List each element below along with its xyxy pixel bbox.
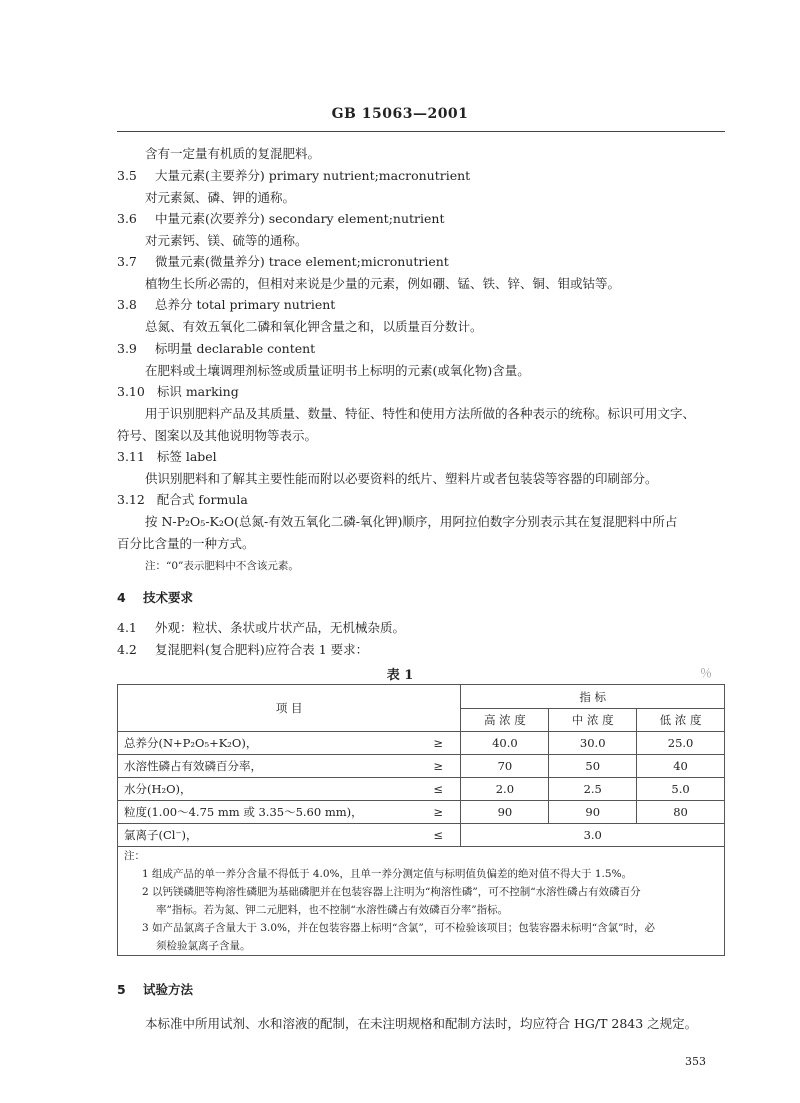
body-line: 对元素氮、磷、钾的通称。 [145,190,296,205]
standard-header: GB 15063—2001 [331,106,469,122]
row-high: 70 [461,755,549,778]
clause-number: 3.11 [117,449,145,464]
row-low: 5.0 [637,778,725,801]
row-high: 90 [461,801,549,824]
clause-number: 3.5 [117,168,137,183]
row-mid: 30.0 [549,732,637,755]
note-1: 1 组成产品的单一养分含量不得低于 4.0%，且单一养分测定值与标明值负偏差的绝对值不得大于 1.5%。 [142,868,633,880]
clause-3-12 [117,492,248,508]
table-row [118,801,725,824]
row-symbol: ≥ [416,755,461,778]
table-header-row [118,685,725,709]
clause-title: 标签 label [156,449,217,464]
table-notes [118,847,725,956]
section-4-heading [117,590,193,606]
table-row [118,732,725,755]
clause-text: 外观：粒状、条状或片状产品，无机械杂质。 [155,620,406,635]
clause-4-2 [117,642,368,658]
clause-3-5 [117,168,470,184]
body-line: 百分比含量的一种方式。 [117,536,255,551]
row-item: 氯离子(Cl⁻)， [118,824,416,847]
clause-title: 标识 marking [156,384,239,399]
header-mid: 中 浓 度 [549,709,637,732]
table-row [118,755,725,778]
clause-number: 4.1 [117,620,137,635]
row-mid: 2.5 [549,778,637,801]
row-symbol: ≤ [416,778,461,801]
row-merged-value: 3.0 [461,824,725,847]
clause-text: 复混肥料(复合肥料)应符合表 1 要求： [155,642,369,657]
table-row [118,824,725,847]
note-2-cont: 率”指标。若为氮、钾二元肥料，也不控制“水溶性磷占有效磷百分率”指标。 [156,904,509,916]
clause-title: 中量元素(次要养分) secondary element;nutrient [155,211,445,226]
spec-table [117,684,725,956]
row-symbol: ≤ [416,824,461,847]
row-item: 粒度(1.00～4.75 mm 或 3.35～5.60 mm)， [118,801,416,824]
note-3: 3 如产品氯离子含量大于 3.0%，并在包装容器上标明“含氯”，可不检验该项目；包装容器未标明“含氯”时，必 [142,922,656,934]
header-low: 低 浓 度 [637,709,725,732]
header-index: 指 标 [461,685,725,709]
clause-3-6 [117,211,444,227]
clause-title: 总养分 total primary nutrient [155,297,336,312]
body-line: 总氮、有效五氧化二磷和氧化钾含量之和，以质量百分数计。 [145,319,483,334]
clause-title: 标明量 declarable content [155,341,316,356]
body-line: 本标准中所用试剂、水和溶液的配制，在未注明规格和配制方法时，均应符合 HG/T 2843 之规定。 [145,1016,698,1031]
row-item: 水分(H₂O)， [118,778,416,801]
header-item: 项 目 [118,685,461,732]
header-high: 高 浓 度 [461,709,549,732]
body-line: 用于识别肥料产品及其质量、数量、特征、特性和使用方法所做的各种表示的统称。标识可用文字、 [145,406,696,421]
section-5-heading [117,982,193,998]
row-high: 2.0 [461,778,549,801]
clause-number: 3.7 [117,254,137,269]
header-rule [117,131,725,132]
margin-mark: ％ [700,666,713,680]
body-line: 在肥料或土壤调理剂标签或质量证明书上标明的元素(或氧化物)含量。 [145,363,530,378]
row-low: 25.0 [637,732,725,755]
note-3-cont: 须检验氯离子含量。 [156,940,251,952]
row-symbol: ≥ [416,732,461,755]
row-low: 80 [637,801,725,824]
section-title: 试验方法 [143,982,194,997]
clause-number: 3.12 [117,492,145,507]
clause-number: 3.6 [117,211,137,226]
body-line: 符号、图案以及其他说明物等表示。 [117,428,318,443]
row-low: 40 [637,755,725,778]
section-number: 5 [117,982,126,997]
clause-3-9 [117,341,315,357]
clause-3-11 [117,449,217,465]
clause-3-8 [117,297,335,313]
clause-3-10 [117,384,239,400]
table-row [118,778,725,801]
note-2: 2 以钙镁磷肥等枸溶性磷肥为基础磷肥并在包装容器上注明为“枸溶性磷”，可不控制“水溶性磷占有效磷百分 [142,886,641,898]
body-line: 按 N-P₂O₅-K₂O(总氮-有效五氧化二磷-氧化钾)顺序，用阿拉伯数字分别表示其在复混肥料中所占 [145,514,678,529]
clause-title: 大量元素(主要养分) primary nutrient;macronutrient [155,168,471,183]
clause-title: 配合式 formula [156,492,248,507]
section-title: 技术要求 [143,590,194,605]
section-number: 4 [117,590,126,605]
body-line: 含有一定量有机质的复混肥料。 [145,146,321,161]
row-symbol: ≥ [416,801,461,824]
clause-3-7 [117,254,449,270]
table-notes-row [118,847,725,956]
row-high: 40.0 [461,732,549,755]
row-mid: 50 [549,755,637,778]
row-mid: 90 [549,801,637,824]
note-line: 注：“0”表示肥料中不含该元素。 [145,560,299,572]
clause-4-1 [117,620,405,636]
clause-number: 4.2 [117,642,137,657]
notes-label: 注： [124,850,145,862]
clause-title: 微量元素(微量养分) trace element;micronutrient [155,254,449,269]
body-line: 对元素钙、镁、硫等的通称。 [145,233,308,248]
clause-number: 3.9 [117,341,137,356]
table-caption: 表 1 [386,668,414,683]
body-line: 植物生长所必需的，但相对来说是少量的元素，例如硼、锰、铁、锌、铜、钼或钴等。 [145,276,621,291]
page-number: 353 [685,1055,706,1068]
body-line: 供识别肥料和了解其主要性能而附以必要资料的纸片、塑料片或者包装袋等容器的印刷部分。 [145,471,658,486]
row-item: 水溶性磷占有效磷百分率， [118,755,416,778]
clause-number: 3.10 [117,384,145,399]
row-item: 总养分(N+P₂O₅+K₂O)， [118,732,416,755]
clause-number: 3.8 [117,297,137,312]
